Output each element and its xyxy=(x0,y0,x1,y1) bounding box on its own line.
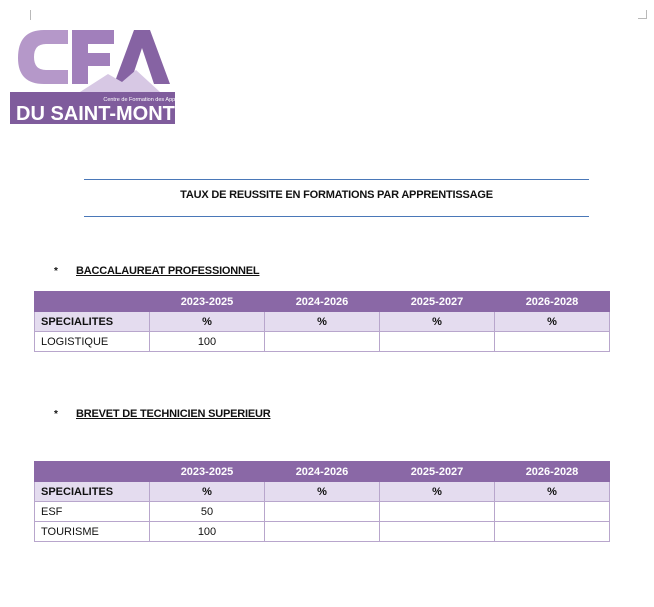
table-header-row xyxy=(35,292,610,312)
table-cell: % xyxy=(495,312,610,332)
logo-name: DU SAINT-MONT xyxy=(16,103,175,125)
column-header xyxy=(35,292,150,312)
table-cell: % xyxy=(265,482,380,502)
page-corner-mark-left xyxy=(30,10,39,20)
cfa-logo xyxy=(10,22,189,125)
column-header: 2023-2025 xyxy=(150,462,265,482)
table-cell xyxy=(380,502,495,522)
logo-letter-c xyxy=(18,30,68,84)
section-heading-bts xyxy=(54,408,270,420)
table-cell xyxy=(495,522,610,542)
table-cell: % xyxy=(265,312,380,332)
logo-subtitle: Centre de Formation des Apprentis xyxy=(103,97,189,103)
column-header: 2025-2027 xyxy=(380,292,495,312)
table-cell: % xyxy=(150,312,265,332)
table-cell: LOGISTIQUE xyxy=(35,332,150,352)
section-heading-bac-pro xyxy=(54,265,259,277)
column-header: 2026-2028 xyxy=(495,462,610,482)
table-cell: % xyxy=(380,482,495,502)
table-subheader-row xyxy=(35,312,610,332)
bts-table xyxy=(34,461,610,542)
table-cell xyxy=(495,502,610,522)
table-cell xyxy=(495,332,610,352)
bac-pro-table xyxy=(34,291,610,352)
document-title: TAUX DE REUSSITE EN FORMATIONS PAR APPRENTISSAGE xyxy=(180,189,493,201)
title-rule-top xyxy=(84,179,589,180)
table-cell: SPECIALITES xyxy=(35,482,150,502)
table-cell xyxy=(380,522,495,542)
table-header-row xyxy=(35,462,610,482)
column-header: 2025-2027 xyxy=(380,462,495,482)
table-cell xyxy=(265,522,380,542)
title-rule-bottom xyxy=(84,216,589,217)
table-row xyxy=(35,522,610,542)
table-cell: TOURISME xyxy=(35,522,150,542)
column-header xyxy=(35,462,150,482)
table-cell: ESF xyxy=(35,502,150,522)
bullet-marker: * xyxy=(54,409,58,420)
table-subheader-row xyxy=(35,482,610,502)
section-heading-label: BACCALAUREAT PROFESSIONNEL xyxy=(76,265,260,277)
table-cell: SPECIALITES xyxy=(35,312,150,332)
table-cell: % xyxy=(150,482,265,502)
table-row xyxy=(35,502,610,522)
table-cell: % xyxy=(495,482,610,502)
page-corner-mark-right xyxy=(638,10,647,19)
column-header: 2026-2028 xyxy=(495,292,610,312)
table-cell xyxy=(265,502,380,522)
table-cell: 50 xyxy=(150,502,265,522)
section-heading-label: BREVET DE TECHNICIEN SUPERIEUR xyxy=(76,408,271,420)
table-cell: % xyxy=(380,312,495,332)
column-header: 2023-2025 xyxy=(150,292,265,312)
column-header: 2024-2026 xyxy=(265,462,380,482)
bullet-marker: * xyxy=(54,266,58,277)
table-cell xyxy=(380,332,495,352)
table-cell xyxy=(265,332,380,352)
table-row xyxy=(35,332,610,352)
column-header: 2024-2026 xyxy=(265,292,380,312)
table-cell: 100 xyxy=(150,522,265,542)
table-cell: 100 xyxy=(150,332,265,352)
